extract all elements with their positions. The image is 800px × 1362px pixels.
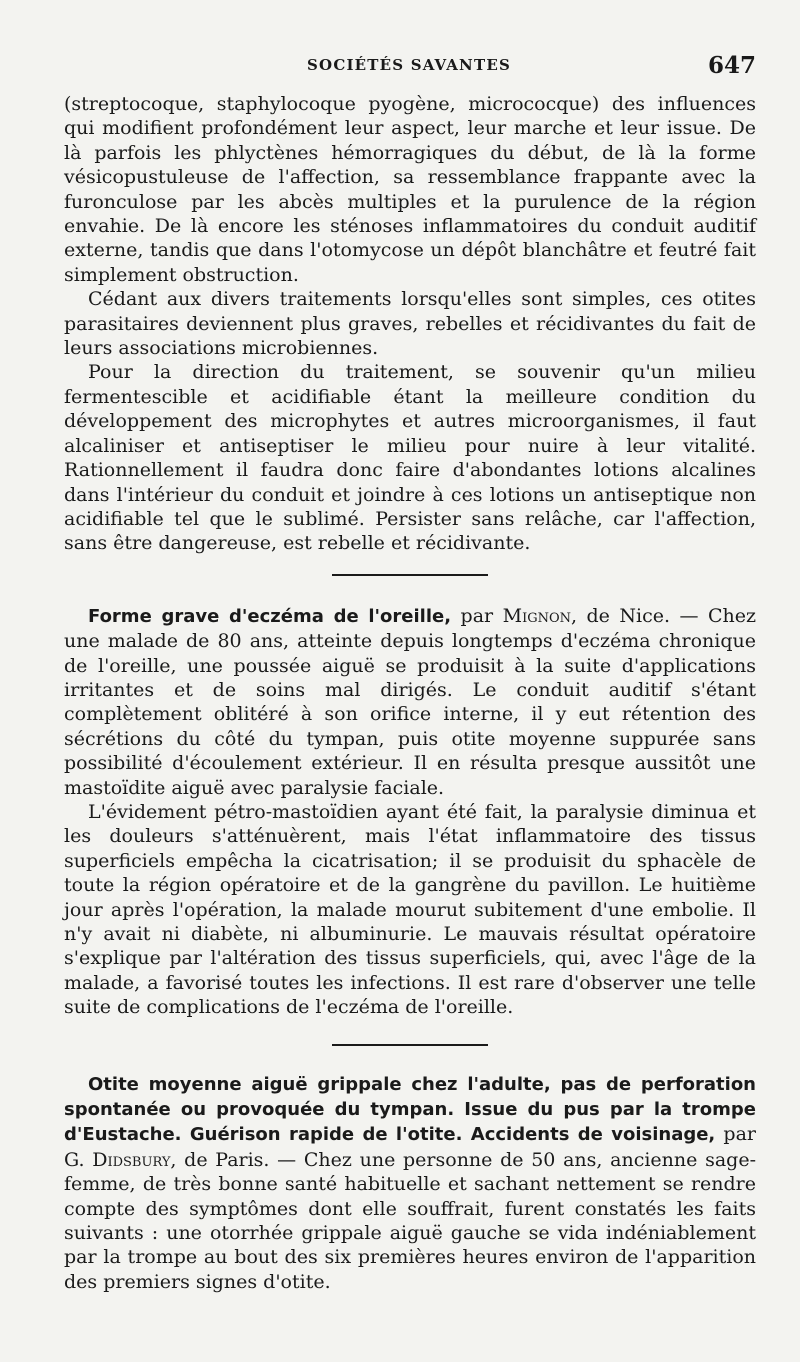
page-number: 647 xyxy=(707,52,756,79)
page-body xyxy=(64,92,756,1294)
byline-by: par xyxy=(715,1123,756,1146)
paragraph: Pour la direction du traitement, se souvenir qu'un milieu fermentescible et acidifiable étant la meilleure condition du développement des microphytes et autres microorganismes, il faut alcaliniser et antiseptiser le milieu pour nuire à leur vitalité. Rationnellement il faudra donc faire d'abondantes lotions alcalines dans l'intérieur du conduit et joindre à ces lotions un antiseptique non acidifiable tel que le sublimé. Persister sans relâche, car l'affection, sans être dangereuse, est rebelle et récidivante. xyxy=(64,361,756,555)
author-name: G. Didsbury xyxy=(64,1148,171,1171)
byline-place: , de Nice. — xyxy=(571,604,708,627)
section-divider xyxy=(332,574,488,576)
paragraph-text: Chez une malade de 80 ans, atteinte depuis longtemps d'eczéma chronique de l'oreille, une poussée aiguë se produisit à la suite d'applications irritantes et de soins mal dirigés. Le conduit auditif s'étant complètement oblitéré à son orifice interne, il y eut rétention des sécrétions du côté du tympan, puis otite moyenne suppurée sans possibilité d'écoulement extérieur. Il en résulta presque aussitôt une mastoïdite aiguë avec paralysie faciale. xyxy=(64,604,756,799)
article-paragraph xyxy=(64,1072,756,1295)
paragraph: (streptocoque, staphylocoque pyogène, micrococque) des influences qui modifient profondément leur aspect, leur marche et leur issue. De là parfois les phlyctènes hémorragiques du début, de là la forme vésicopustuleuse de l'affection, sa ressemblance frappante avec la furonculose par les abcès multiples et la purulence de la région envahie. De là encore les sténoses inflammatoires du conduit auditif externe, tandis que dans l'otomycose un dépôt blanchâtre et feutré fait simplement obstruction. xyxy=(64,93,756,286)
byline-by: par xyxy=(451,604,503,627)
paragraph-text: , de Paris. — Chez une personne de 50 ans, ancienne sage-femme, de très bonne santé habituelle et sachant nettement se rendre compte des symptômes dont elle souffrait, furent constatés les faits suivants : une otorrhée grippale aiguë gauche se vida indéniablement par la trompe au bout des six premières heures environ de l'apparition des premiers signes d'otite. xyxy=(64,1148,756,1293)
paragraph: L'évidement pétro-mastoïdien ayant été fait, la paralysie diminua et les douleurs s'atténuèrent, mais l'état inflammatoire des tissus superficiels empêcha la cicatrisation; il se produisit du sphacèle de toute la région opératoire et de la gangrène du pavillon. Le huitième jour après l'opération, la malade mourut subitement d'une embolie. Il n'y avait ni diabète, ni albuminurie. Le mauvais résultat opératoire s'explique par l'altération des tissus superficiels, qui, avec l'âge de la malade, a favorisé toutes les infections. Il est rare d'observer une telle suite de complications de l'eczéma de l'oreille. xyxy=(64,800,756,1019)
section-divider xyxy=(332,1044,488,1046)
article-title: Otite moyenne aiguë grippale chez l'adulte, pas de perforation spontanée ou provoquée du tympan. Issue du pus par la trompe d'Eustache. Guérison rapide de l'otite. Accidents de voisinage, xyxy=(64,1073,756,1146)
author-name: Mignon xyxy=(502,604,571,627)
article-title: Forme grave d'eczéma de l'oreille, xyxy=(88,605,452,627)
page-header xyxy=(62,52,756,86)
running-title: SOCIÉTÉS SAVANTES xyxy=(307,56,511,74)
article-paragraph xyxy=(64,604,756,800)
paragraph: Cédant aux divers traitements lorsqu'elles sont simples, ces otites parasitaires deviennent plus graves, rebelles et récidivantes du fait de leurs associations microbiennes. xyxy=(64,288,756,360)
